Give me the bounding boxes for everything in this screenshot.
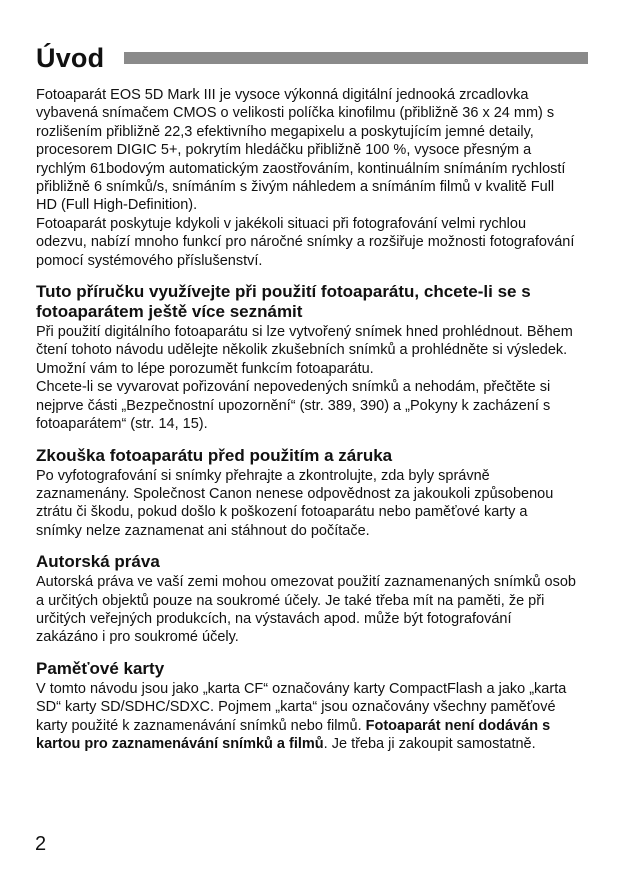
section-manual-paragraph-1: Při použití digitálního fotoaparátu si lze vytvořený snímek hned prohlédnout. Během čtení tohoto návodu udělejte několik zkušebních snímků a prohlédněte si výsledek. Umožní vám to lépe porozumět funkcím fotoaparátu. xyxy=(36,324,573,377)
section-copyright-heading: Autorská práva xyxy=(36,552,160,572)
cards-text-bold: Fotoaparát není dodáván s kartou pro zaznamenávání snímků a filmů xyxy=(36,717,551,752)
intro-paragraph-2: Fotoaparát poskytuje kdykoli v jakékoli situaci při fotografování velmi rychlou odezvu, nabízí mnoho funkcí pro náročné snímky a rozšiřuje možnosti fotografování pomocí systémového příslušenství. xyxy=(36,215,575,269)
title-row xyxy=(36,38,576,78)
intro-section xyxy=(36,86,576,270)
section-copyright xyxy=(36,552,576,647)
section-manual xyxy=(36,282,576,433)
intro-paragraph-1: Fotoaparát EOS 5D Mark III je vysoce výkonná digitální jednooká zrcadlovka vybavená snímačem CMOS o velikosti políčka kinofilmu (přibližně 36 x 24 mm) s rozlišením přibližně 22,3 efektivního megapixelu a poskytujícím jemné detaily, procesorem DIGIC 5+, pokrytím hledáčku přibližně 100 %, vysoce přesným a rychlým 61bodovým automatickým zaostřováním, kontinuálním snímáním rychlostí přibližně 6 snímků/s, snímáním s živým náhledem a snímáním filmů v kvalitě Full HD (Full High-Definition). xyxy=(36,87,566,214)
page-content xyxy=(36,38,576,765)
section-memory-cards xyxy=(36,659,576,754)
page-title: Úvod xyxy=(36,43,105,73)
section-test-paragraph: Po vyfotografování si snímky přehrajte a zkontrolujte, zda byly správně zaznamenány. Společnost Canon nenese odpovědnost za jakoukoli způsobenou ztrátu či škodu, pokud došlo k poškození fotoaparátu nebo paměťové karty a snímky nelze zaznamenat ani stáhnout do počítače. xyxy=(36,467,554,539)
cards-text-start: V tomto návodu jsou jako „karta CF“ označovány karty CompactFlash a jako „karta SD“ karty SD/SDHC/SDXC. Pojmem „karta“ jsou označovány všechny paměťové karty použité k zaznamenávání snímků nebo filmů. xyxy=(36,680,567,734)
section-cards-heading: Paměťové karty xyxy=(36,658,165,678)
section-manual-heading: Tuto příručku využívejte při použití fotoaparátu, chcete-li se s fotoaparátem ještě více seznámit xyxy=(36,282,531,322)
section-cards-paragraph xyxy=(36,680,576,754)
title-rule xyxy=(124,52,588,64)
section-manual-paragraph-2: Chcete-li se vyvarovat pořizování nepovedených snímků a nehodám, přečtěte si nejprve části „Bezpečnostní upozornění“ (str. 389, 390) a „Pokyny k zacházení s fotoaparátem“ (str. 14, 15). xyxy=(36,379,551,433)
page-number: 2 xyxy=(35,833,47,855)
section-test-warranty xyxy=(36,446,576,541)
section-test-heading: Zkouška fotoaparátu před použitím a záruka xyxy=(36,445,393,465)
section-copyright-paragraph: Autorská práva ve vaší zemi mohou omezovat použití zaznamenaných snímků osob a určitých objektů pouze na soukromé účely. Je také třeba mít na paměti, že při určitých veřejných produkcích, na výstavách apod. může být fotografování zakázáno i pro soukromé účely. xyxy=(36,574,576,646)
cards-text-end: . Je třeba ji zakoupit samostatně. xyxy=(323,735,536,752)
